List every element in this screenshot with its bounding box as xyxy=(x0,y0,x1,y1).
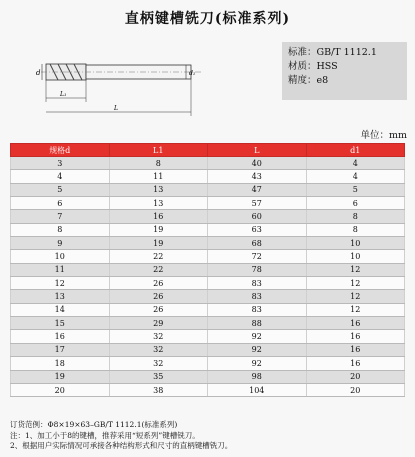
table-cell: 22 xyxy=(109,250,208,263)
table-cell: 92 xyxy=(208,343,307,356)
table-cell: 22 xyxy=(109,263,208,276)
end-mill-drawing xyxy=(36,50,206,122)
table-cell: 10 xyxy=(11,250,110,263)
table-cell: 20 xyxy=(306,370,405,383)
spec-standard: 标准：GB/T 1112.1 xyxy=(288,47,377,58)
table-cell: 16 xyxy=(306,357,405,370)
table-cell: 8 xyxy=(109,157,208,170)
table-cell: 72 xyxy=(208,250,307,263)
table-cell: 8 xyxy=(11,223,110,236)
table-cell: 11 xyxy=(109,170,208,183)
table-cell: 4 xyxy=(306,157,405,170)
spec-box xyxy=(282,42,407,100)
table-cell: 12 xyxy=(306,277,405,290)
table-cell: 35 xyxy=(109,370,208,383)
table-cell: 13 xyxy=(109,183,208,196)
table-cell: 32 xyxy=(109,330,208,343)
table-cell: 47 xyxy=(208,183,307,196)
table-row xyxy=(11,370,405,383)
table-cell: 17 xyxy=(11,343,110,356)
table-cell: 3 xyxy=(11,157,110,170)
table-cell: 83 xyxy=(208,303,307,316)
table-cell: 14 xyxy=(11,303,110,316)
table-cell: 92 xyxy=(208,357,307,370)
table-row xyxy=(11,290,405,303)
table-cell: 20 xyxy=(306,383,405,396)
page-title: 直柄键槽铣刀(标准系列) xyxy=(124,11,291,27)
table-cell: 13 xyxy=(11,290,110,303)
table-cell: 88 xyxy=(208,317,307,330)
table-row xyxy=(11,157,405,170)
table-header-row xyxy=(11,144,405,157)
table-cell: 19 xyxy=(11,370,110,383)
table-cell: 68 xyxy=(208,237,307,250)
table-cell: 16 xyxy=(306,343,405,356)
table-cell: 20 xyxy=(11,383,110,396)
label-l: L xyxy=(114,105,118,112)
notes xyxy=(10,420,232,452)
table-cell: 29 xyxy=(109,317,208,330)
table-row xyxy=(11,357,405,370)
table-cell: 10 xyxy=(306,250,405,263)
table-row xyxy=(11,237,405,250)
table-row xyxy=(11,277,405,290)
table-cell: 5 xyxy=(306,183,405,196)
table-cell: 5 xyxy=(11,183,110,196)
spec-precision: 精度：e8 xyxy=(288,75,329,86)
table-cell: 19 xyxy=(109,237,208,250)
table-cell: 12 xyxy=(11,277,110,290)
table-cell: 32 xyxy=(109,343,208,356)
table-cell: 15 xyxy=(11,317,110,330)
table-row xyxy=(11,330,405,343)
table-row xyxy=(11,317,405,330)
header-l1: L1 xyxy=(109,144,208,157)
table-cell: 16 xyxy=(109,210,208,223)
table-row xyxy=(11,223,405,236)
spec-table xyxy=(10,143,405,397)
table-cell: 11 xyxy=(11,263,110,276)
table-cell: 12 xyxy=(306,290,405,303)
label-d1: d₁ xyxy=(189,70,196,77)
table-cell: 83 xyxy=(208,277,307,290)
label-d: d xyxy=(36,69,41,77)
table-row xyxy=(11,250,405,263)
table-cell: 13 xyxy=(109,197,208,210)
order-example: 订货范例：Φ8×19×63–GB/T 1112.1(标准系列) xyxy=(10,420,178,429)
note-2: 2、根据用户实际情况可承接各种结构形式和尺寸的直柄键槽铣刀。 xyxy=(10,441,233,450)
table-row xyxy=(11,170,405,183)
table-cell: 16 xyxy=(11,330,110,343)
table-cell: 10 xyxy=(306,237,405,250)
table-body xyxy=(11,157,405,397)
table-cell: 6 xyxy=(11,197,110,210)
table-row xyxy=(11,183,405,196)
table-row xyxy=(11,303,405,316)
header-l: L xyxy=(208,144,307,157)
table-cell: 16 xyxy=(306,317,405,330)
table-row xyxy=(11,343,405,356)
table-cell: 18 xyxy=(11,357,110,370)
table-cell: 16 xyxy=(306,330,405,343)
table-row xyxy=(11,383,405,396)
table-cell: 26 xyxy=(109,290,208,303)
header-size-d: 规格d xyxy=(11,144,110,157)
table-row xyxy=(11,263,405,276)
table-cell: 6 xyxy=(306,197,405,210)
table-cell: 12 xyxy=(306,303,405,316)
table-cell: 7 xyxy=(11,210,110,223)
table-cell: 4 xyxy=(11,170,110,183)
table-cell: 104 xyxy=(208,383,307,396)
table-cell: 57 xyxy=(208,197,307,210)
spec-material: 材质：HSS xyxy=(288,61,338,72)
header-d1: d1 xyxy=(306,144,405,157)
table-cell: 40 xyxy=(208,157,307,170)
table-cell: 8 xyxy=(306,210,405,223)
table-cell: 26 xyxy=(109,277,208,290)
note-1: 注：1、加工小于8的键槽，推荐采用“短系列”键槽铣刀。 xyxy=(10,430,200,440)
table-cell: 43 xyxy=(208,170,307,183)
table-cell: 63 xyxy=(208,223,307,236)
table-cell: 38 xyxy=(109,383,208,396)
table-cell: 4 xyxy=(306,170,405,183)
table-cell: 60 xyxy=(208,210,307,223)
table-cell: 78 xyxy=(208,263,307,276)
table-row xyxy=(11,197,405,210)
table-cell: 19 xyxy=(109,223,208,236)
label-l1: L₁ xyxy=(60,91,67,98)
table-cell: 98 xyxy=(208,370,307,383)
unit-label: 单位：mm xyxy=(360,130,407,141)
table-cell: 9 xyxy=(11,237,110,250)
table-cell: 26 xyxy=(109,303,208,316)
table-cell: 8 xyxy=(306,223,405,236)
table-cell: 12 xyxy=(306,263,405,276)
table-cell: 32 xyxy=(109,357,208,370)
table-row xyxy=(11,210,405,223)
table-cell: 83 xyxy=(208,290,307,303)
table-cell: 92 xyxy=(208,330,307,343)
